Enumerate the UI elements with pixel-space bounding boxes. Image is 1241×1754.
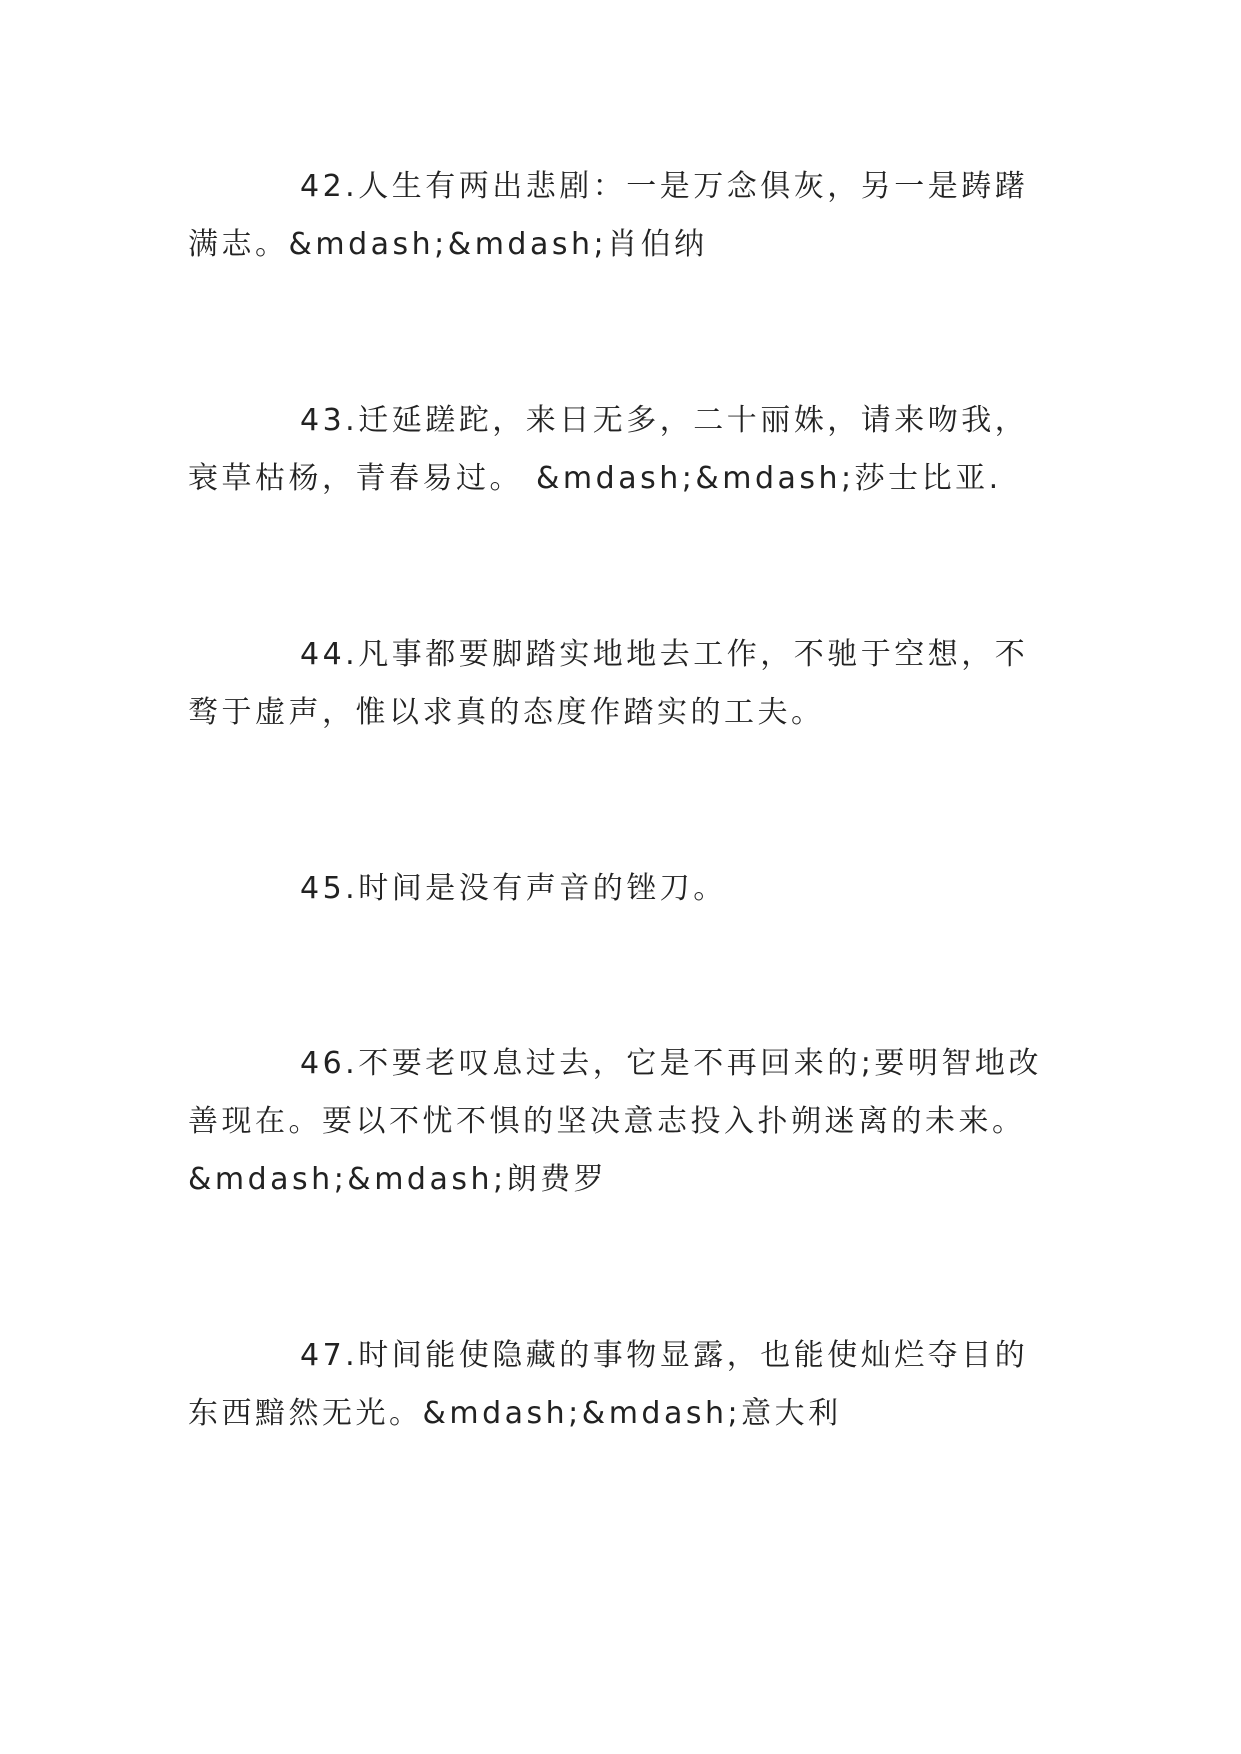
quote-paragraph: 44.凡事都要脚踏实地地去工作，不驰于空想，不骛于虚声，惟以求真的态度作踏实的工夫。 — [188, 637, 1029, 730]
quote-paragraph: 42.人生有两出悲剧：一是万念俱灰，另一是踌躇满志。&mdash;&mdash;肖伯纳 — [188, 169, 1029, 262]
quote-paragraph: 45.时间是没有声音的锉刀。 — [300, 871, 727, 906]
quote-paragraph: 47.时间能使隐藏的事物显露，也能使灿烂夺目的东西黯然无光。&mdash;&mdash;意大利 — [188, 1338, 1029, 1431]
quote-paragraph: 43.迁延蹉跎，来日无多，二十丽姝，请来吻我，衰草枯杨，青春易过。 &mdash;&mdash;莎士比亚. — [188, 403, 1029, 496]
quote-paragraph: 46.不要老叹息过去，它是不再回来的;要明智地改善现在。要以不忧不惧的坚决意志投入扑朔迷离的未来。&mdash;&mdash;朗费罗 — [188, 1046, 1042, 1197]
